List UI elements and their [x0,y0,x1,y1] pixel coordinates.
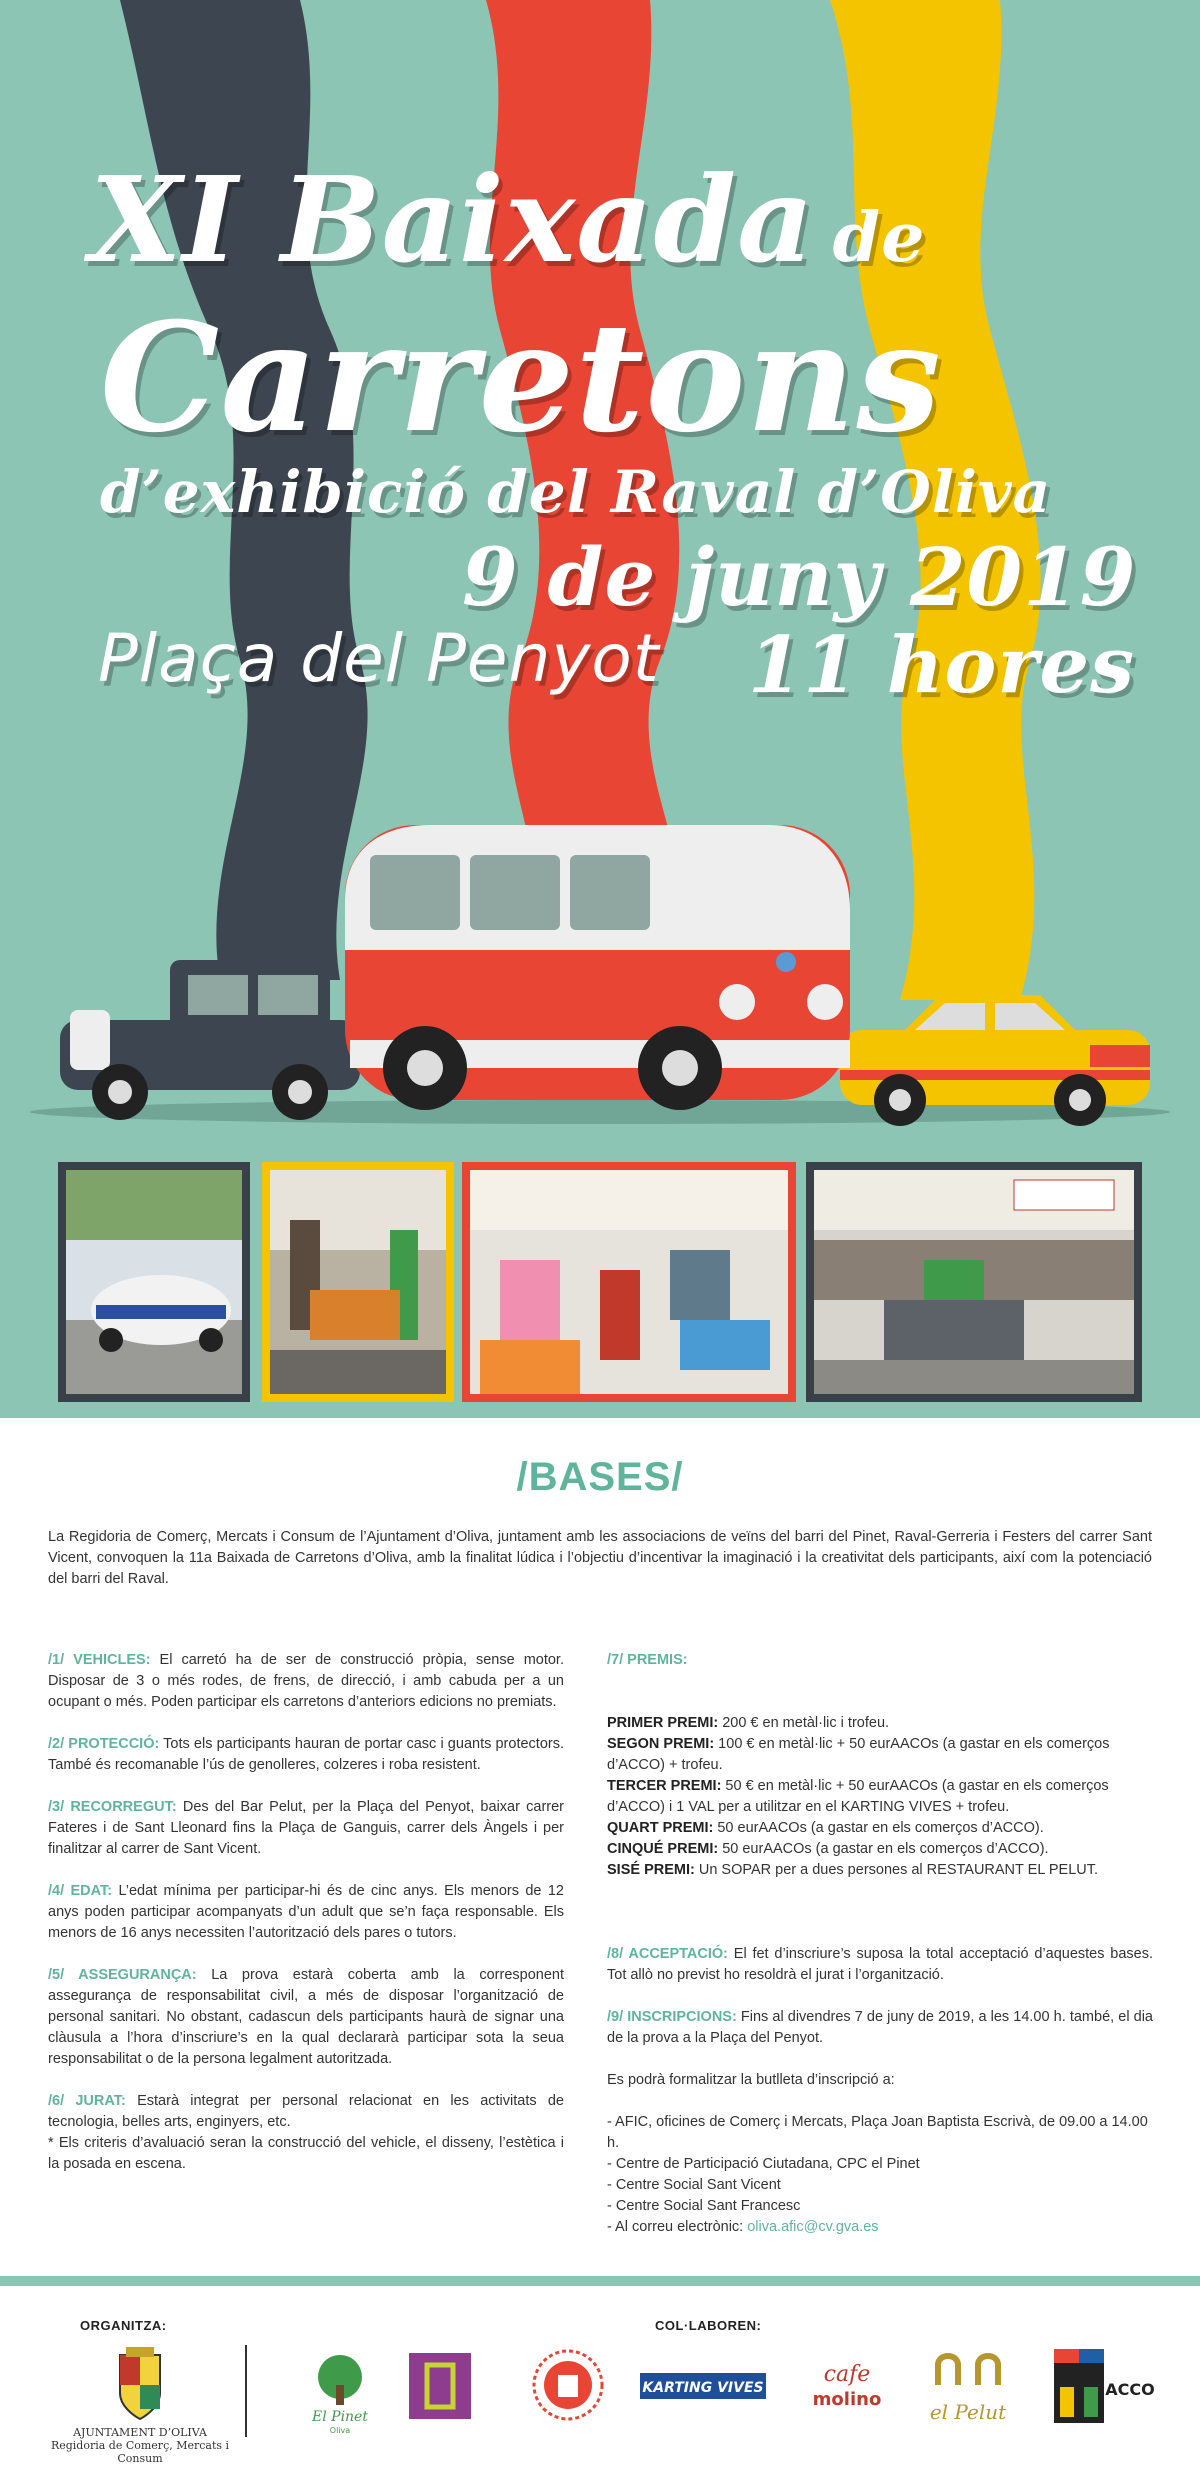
bases-intro: La Regidoria de Comerç, Mercats i Consum de l’Ajuntament d’Oliva, juntament amb les associacions de veïns del barri del Pinet, Raval-Gerreria i Festers del carrer Sant Vicent, convoquen la 11a Baixada de Carretons d’Oliva, amb la finalitat lúdica i l’objectiu d’incentivar la imaginació i la creativitat dels participants, així com la potenciació del barri del Raval. [48,1529,1152,1587]
regidoria-title: Regidoria de Comerç, Mercats i Consum [50,2439,230,2465]
email-link[interactable]: oliva.afic@cv.gva.es [747,2219,879,2235]
photo-police-cart [58,1162,250,1402]
cafe-text: cafe [823,2362,871,2387]
organitza-heading: ORGANITZA: [80,2318,167,2333]
pinet-subtext: Oliva [329,2426,351,2435]
karting-vives-logo [638,2345,768,2435]
acco-logo [1050,2345,1170,2435]
inscription-place: - Centre Social Sant Vicent [607,2177,781,2193]
rule-label: /8/ ACCEPTACIÓ: [607,1946,728,1962]
event-date: 9 de juny 2019 [462,530,1137,624]
rule-edat [48,1881,564,1944]
title-de: de [832,198,926,278]
photo-race-crowd [462,1162,796,1402]
acco-text: ACCO [1105,2380,1155,2399]
rules-left-column [48,1650,564,2196]
ajuntament-shield-icon [100,2345,180,2435]
rule-text: Fins al divendres 7 de juny de 2019, a les 14.00 h. també, el dia de la prova a la Plaça del Penyot. [607,2009,1153,2046]
prize-row [607,1839,1153,1860]
footer-separator [0,2276,1200,2286]
ajuntament-name [40,2426,240,2465]
prize-name: SISÉ PREMI: [607,1862,695,1878]
prize-row [607,1713,1153,1734]
prize-name: TERCER PREMI: [607,1778,722,1794]
rule-text: L’edat mínima per participar-hi és de cinc anys. Els menors de 12 anys poden participar acompanyats d’un adult que se’n faça responsable. Els menors de 16 anys necessiten l’autorització dels pares o tutors. [48,1883,564,1941]
prize-text: Un SOPAR per a dues persones al RESTAURANT EL PELUT. [694,1862,1099,1878]
photo-orange-cart [262,1162,454,1402]
rule-proteccio [48,1734,564,1776]
prize-row [607,1818,1153,1839]
title-line-2: Carretons [100,290,942,466]
prize-text: 50 € en metàl·lic + 50 eurAACOs (a gastar en els comerços d’ACCO) i 1 VAL per a utilitzar en el KARTING VIVES + trofeu. [607,1778,1109,1815]
rule-label: /2/ PROTECCIÓ: [48,1736,160,1752]
ajuntament-title: AJUNTAMENT D’OLIVA [73,2426,207,2439]
rule-label: /4/ EDAT: [48,1883,113,1899]
prize-text: 100 € en metàl·lic + 50 eurAACOs (a gastar en els comerços d’ACCO) + trofeu. [607,1736,1110,1773]
rule-inscripcions [607,2007,1153,2049]
prize-row [607,1776,1153,1818]
photo-green-team-cart [806,1162,1142,1402]
raval-association-logo [405,2345,485,2435]
inscription-place: - Centre Social Sant Francesc [607,2198,801,2214]
rules-right-column [607,1650,1153,2238]
rule-label: /6/ JURAT: [48,2093,126,2109]
pelut-text: el Pelut [929,2400,1007,2424]
event-place: Plaça del Penyot [98,620,660,697]
rule-acceptacio [607,1944,1153,1986]
rule-text: Des del Bar Pelut, per la Plaça del Penyot, baixar carrer Fateres i de Sant Lleonard fins la Plaça de Ganguis, carrer dels Àngels i per finalitzar al carrer de Sant Vicent. [48,1799,564,1857]
rule-jurat [48,2091,564,2133]
prize-name: PRIMER PREMI: [607,1715,719,1731]
rule-label: /9/ INSCRIPCIONS: [607,2009,737,2025]
karting-text: KARTING VIVES [642,2380,764,2396]
festers-sant-vicent-logo [528,2345,608,2435]
inscription-email-row [607,2217,1153,2238]
inscription-place: - AFIC, oficines de Comerç i Mercats, Plaça Joan Baptista Escrivà, de 09.00 a 14.00 h. [607,2114,1148,2151]
title-line-1: XI Baixada de [90,150,926,289]
rule-label: /5/ ASSEGURANÇA: [48,1967,197,1983]
premis-label: /7/ PREMIS: [607,1652,688,1668]
rule-text: El fet d’inscriure’s suposa la total acceptació d’aquestes bases. Tot allò no previst ho resoldrà el jurat i l’organització. [607,1946,1154,1983]
prize-row [607,1734,1153,1776]
rule-jurat-note: * Els criteris d’avaluació seran la construcció del vehicle, el disseny, l’estètica i la posada en escena. [48,2135,564,2172]
vintage-car-icon [60,960,360,1120]
prize-text: 200 € en metàl·lic i trofeu. [718,1715,890,1731]
footer-divider [245,2345,247,2437]
prize-name: CINQUÉ PREMI: [607,1841,719,1857]
rule-text: Estarà integrat per personal relacionat en les activitats de tecnologia, belles arts, enginyers, etc. [48,2093,564,2130]
rule-text: Tots els participants hauran de portar casc i guants protectors. També és recomanable l’ús de genolleres, colzeres i roba resistent. [48,1736,564,1773]
pinet-text: El Pinet [312,2409,368,2425]
bases-title: /BASES/ [516,1455,684,1499]
prize-name: QUART PREMI: [607,1820,714,1836]
email-prefix: - Al correu electrònic: [607,2219,748,2235]
rule-text: El carretó ha de ser de construcció pròpia, sense motor. Disposar de 3 o més rodes, de frens, de direcció, i amb cabuda per a un ocupant o més. Poden participar els carretons d’anteriors edicions no premiats. [48,1652,564,1710]
formalitzar-text: Es podrà formalitzar la butlleta d’inscripció a: [607,2072,895,2088]
collaboren-heading: COL·LABOREN: [655,2318,762,2333]
rule-label: /1/ VEHICLES: [48,1652,151,1668]
cafe-molino-logo [805,2345,890,2435]
el-pelut-logo [918,2345,1018,2435]
rule-text: La prova estarà coberta amb la corresponent assegurança de responsabilitat civil, a més de disposar l’organització de personal sanitari. No obstant, cadascun dels participants haurà de signar una clàusula a l’hora d’inscriure’s en la qual declararà participar sota la seua responsabilitat o de la persona legalment autoritzada. [48,1967,564,2067]
prize-text: 50 eurAACOs (a gastar en els comerços d’ACCO). [718,1841,1049,1857]
rule-asseguranca [48,1965,564,2070]
el-pinet-logo [300,2345,380,2435]
molino-text: molino [812,2389,882,2410]
inscription-place: - Centre de Participació Ciutadana, CPC el Pinet [607,2156,920,2172]
event-time: 11 hores [748,620,1136,711]
prize-text: 50 eurAACOs (a gastar en els comerços d’ACCO). [713,1820,1044,1836]
rule-label: /3/ RECORREGUT: [48,1799,177,1815]
title-line-3: d’exhibició del Raval d’Oliva [100,458,1052,526]
prize-row [607,1860,1153,1881]
rule-recorregut [48,1797,564,1860]
van-icon [345,825,850,1110]
rule-vehicles [48,1650,564,1713]
prize-name: SEGON PREMI: [607,1736,715,1752]
